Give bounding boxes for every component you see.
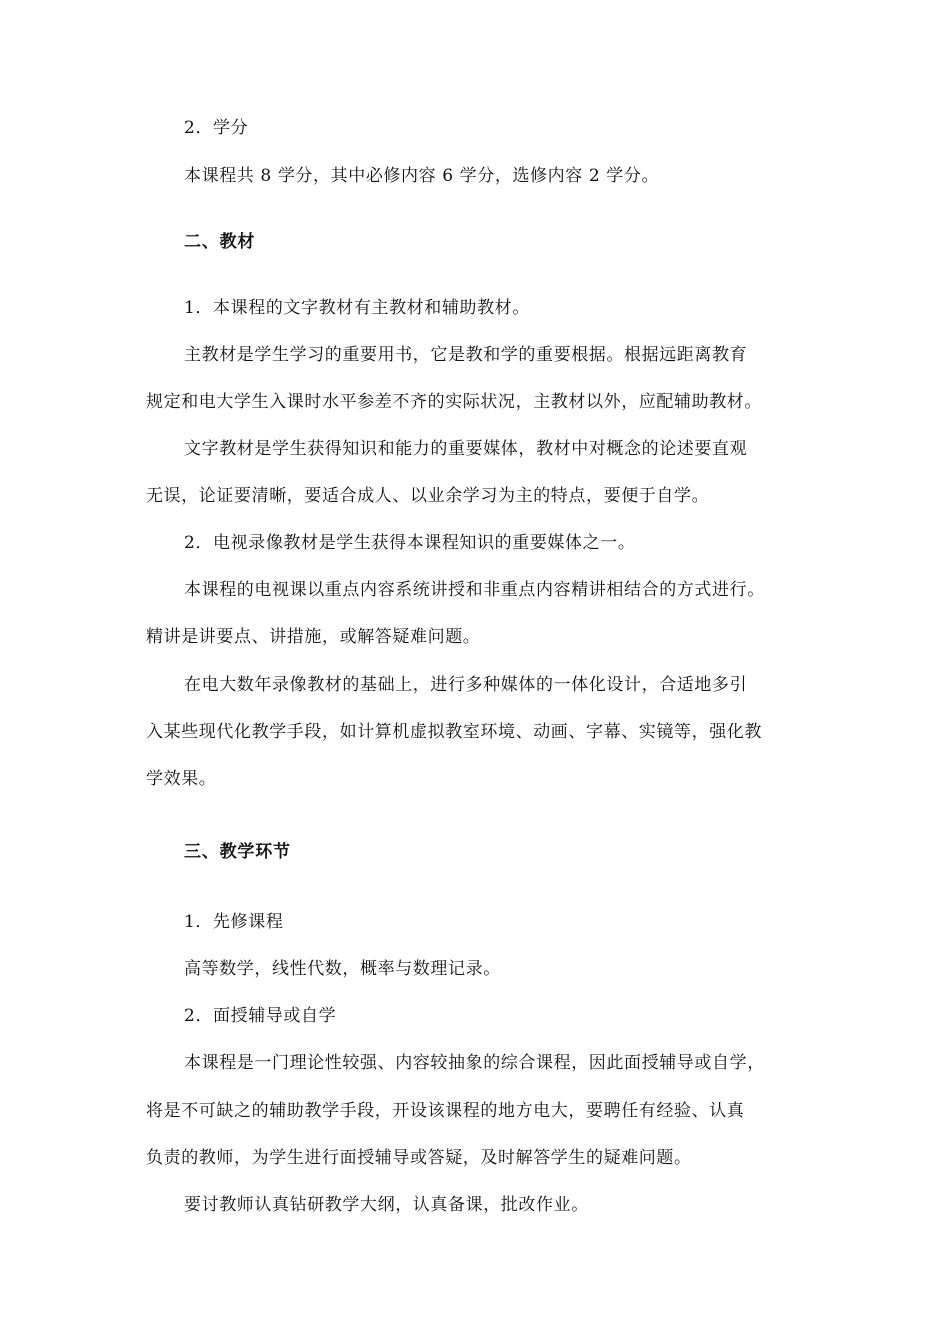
- section-3-item-2-heading: 2．面授辅导或自学: [184, 1006, 337, 1026]
- section-3-paragraph-2-line-1: 要讨教师认真钻研教学大纲，认真备课，批改作业。: [184, 1195, 589, 1215]
- section-3-paragraph-1-line-3: 负责的教师，为学生进行面授辅导或答疑，及时解答学生的疑难问题。: [146, 1148, 692, 1168]
- section-2-title: 二、教材: [184, 232, 256, 252]
- section-3-paragraph-1-line-2: 将是不可缺之的辅助教学手段，开设该课程的地方电大，要聘任有经验、认真: [146, 1101, 745, 1121]
- section-3-title: 三、教学环节: [184, 842, 291, 862]
- section-2-paragraph-3-line-2: 精讲是讲要点、讲措施，或解答疑难问题。: [146, 627, 481, 647]
- section-2-paragraph-3-line-1: 本课程的电视课以重点内容系统讲授和非重点内容精讲相结合的方式进行。: [184, 580, 765, 600]
- section-3-paragraph-1-line-1: 本课程是一门理论性较强、内容较抽象的综合课程，因此面授辅导或自学，: [184, 1053, 765, 1073]
- section-2-paragraph-2-line-1: 文字教材是学生获得知识和能力的重要媒体，教材中对概念的论述要直观: [184, 439, 748, 459]
- section-2-paragraph-4-line-3: 学效果。: [146, 769, 217, 789]
- credits-text: 本课程共 8 学分，其中必修内容 6 学分，选修内容 2 学分。: [184, 166, 660, 186]
- section-2-item-2-heading: 2．电视录像教材是学生获得本课程知识的重要媒体之一。: [184, 533, 636, 553]
- section-2-paragraph-4-line-2: 入某些现代化教学手段，如计算机虚拟教室环境、动画、字幕、实镜等，强化教: [146, 722, 762, 742]
- section-2-paragraph-4-line-1: 在电大数年录像教材的基础上，进行多种媒体的一体化设计，合适地多引: [184, 675, 748, 695]
- section-2-paragraph-2-line-2: 无误，论证要清晰，要适合成人、以业余学习为主的特点，要便于自学。: [146, 486, 710, 506]
- credits-heading: 2．学分: [184, 118, 249, 138]
- section-3-item-1-text: 高等数学，线性代数，概率与数理记录。: [184, 959, 501, 979]
- section-3-item-1-heading: 1．先修课程: [184, 912, 284, 932]
- section-2-paragraph-1-line-2: 规定和电大学生入课时水平参差不齐的实际状况，主教材以外，应配辅助教材。: [146, 392, 762, 412]
- section-2-item-1-heading: 1．本课程的文字教材有主教材和辅助教材。: [184, 298, 530, 318]
- section-2-paragraph-1-line-1: 主教材是学生学习的重要用书，它是教和学的重要根据。根据远距离教育: [184, 345, 748, 365]
